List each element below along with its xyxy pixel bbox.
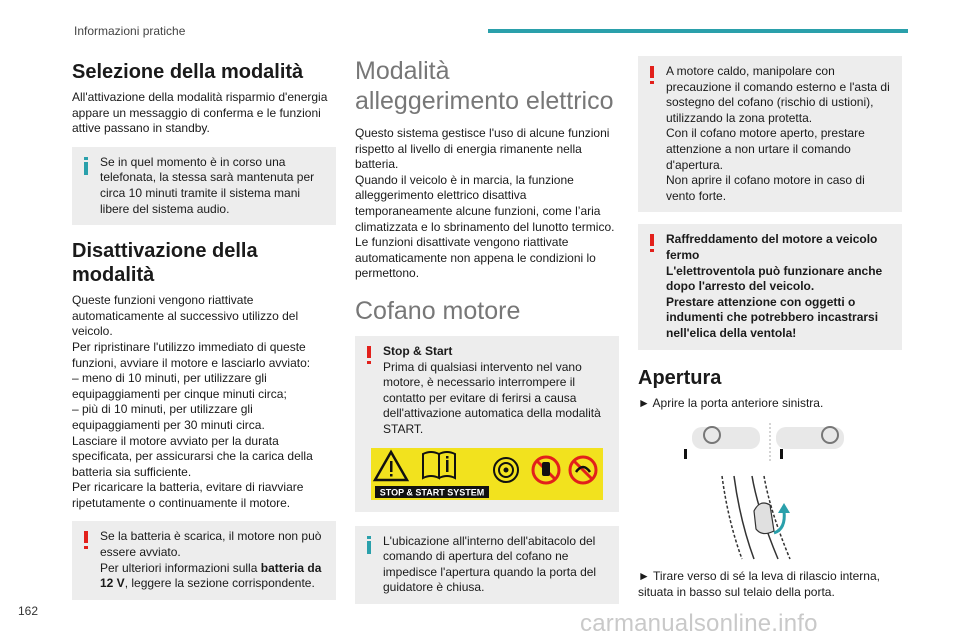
warning-body: Prima di qualsiasi intervento nel vano motore, è necessario interrompere il contatto per evitare di ferirsi a causa dell'attivazione automatica della modalità START.	[383, 359, 601, 436]
watermark: carmanualsonline.info	[580, 610, 818, 637]
warning-box-motore-caldo	[638, 56, 902, 212]
warning-icon	[84, 531, 88, 549]
step-tirare-leva: ► Tirare verso di sé la leva di rilascio interna, situata in basso sul telaio della porta.	[638, 569, 880, 599]
info-box-ubicazione	[355, 526, 619, 604]
warning-title: Raffreddamento del motore a veicolo fermo	[666, 232, 878, 262]
warning-icon	[650, 234, 654, 252]
warning-box-stop-start	[355, 336, 619, 512]
heading-cofano: Cofano motore	[355, 296, 521, 325]
info-icon	[84, 157, 88, 175]
column-3	[638, 56, 902, 600]
heading-apertura: Apertura	[638, 366, 722, 389]
stop-start-label-image	[371, 448, 603, 500]
page-number: 162	[18, 604, 39, 618]
heading-disattivazione: Disattivazione della modalità	[72, 240, 258, 287]
paragraph-selezione: All'attivazione della modalità risparmio d'energia appare un messaggio di conferma e le funzioni attive passano in standby.	[72, 90, 328, 136]
heading-alleggerimento: Modalità alleggerimento elettrico	[355, 57, 614, 115]
warning-icon	[650, 66, 654, 84]
warning-title: Stop & Start	[383, 343, 453, 358]
warning-box-raffreddamento	[638, 224, 902, 349]
info-box-telefonata	[72, 147, 336, 225]
info-text: L'ubicazione all'interno dell'abitacolo del comando di apertura del cofano ne impedisce l'apertura quando la porta del guidatore è chiusa.	[383, 533, 597, 595]
stop-start-pictograms	[371, 448, 603, 500]
warning-body: L'elettroventola può funzionare anche dopo l'arresto del veicolo. Prestare attenzione con oggetti o indumenti che potrebbero incastrarsi nell'elica della ventola!	[666, 263, 883, 340]
warning-text-bold: batteria da 12 V	[100, 560, 322, 591]
label-caption: STOP & START SYSTEM	[379, 487, 485, 497]
column-1	[72, 56, 336, 600]
info-text: Se in quel momento è in corso una telefonata, la stessa sarà mantenuta per circa 10 minuti tramite il sistema mani libere del sistema audio.	[100, 154, 315, 216]
step-apri-porta: ► Aprire la porta anteriore sinistra.	[638, 395, 824, 410]
warning-text-a: Se la batteria è scarica, il motore non può essere avviato. Per ulteriori informazioni sulla	[100, 529, 322, 575]
warning-text: A motore caldo, manipolare con precauzione il comando esterno e l'asta di sostegno del cofano (rischio di ustioni), utilizzando la zona protetta. Con il cofano motore aperto, prestare attenzione a non urtare il comando d'apertura. Non aprire il cofano motore in caso di vento forte.	[666, 64, 890, 203]
warning-box-batteria	[72, 521, 336, 599]
paragraph-disattivazione: Queste funzioni vengono riattivate automaticamente al successivo utilizzo del veicolo. Per ripristinare l'utilizzo immediato di queste funzioni, avviare il motore e lasciarlo avviato: – meno di 10 minuti, per utilizzare gli equipaggiamenti per cinque minuti circa; – più di 10 minuti, per utilizzare gli equipaggiamenti per 30 minuti circa. Lasciare il motore avviato per la durata specificata, per assicurarsi che la carica della batteria sia sufficiente. Per ricaricare la batteria, evitare di riavviare ripetutamente o continuamente il motore.	[72, 293, 313, 510]
hood-release-illustration	[682, 421, 882, 561]
running-header: Informazioni pratiche	[74, 24, 186, 38]
heading-selezione: Selezione della modalità	[72, 61, 304, 83]
warning-text-c: , leggere la sezione corrispondente.	[124, 576, 315, 591]
info-icon	[367, 536, 371, 554]
warning-icon	[367, 346, 371, 364]
paragraph-alleggerimento: Questo sistema gestisce l'uso di alcune funzioni rispetto al livello di energia rimanente nella batteria. Quando il veicolo è in marcia, la funzione alleggerimento elettrico disattiva temporaneamente alcune funzioni, come l’aria climatizzata e lo sbrinamento del lunotto termico. Le funzioni disattivate vengono riattivate automaticamente non appena le condizioni lo permettono.	[355, 126, 615, 281]
header-accent-bar	[488, 29, 908, 33]
column-2	[355, 56, 619, 604]
